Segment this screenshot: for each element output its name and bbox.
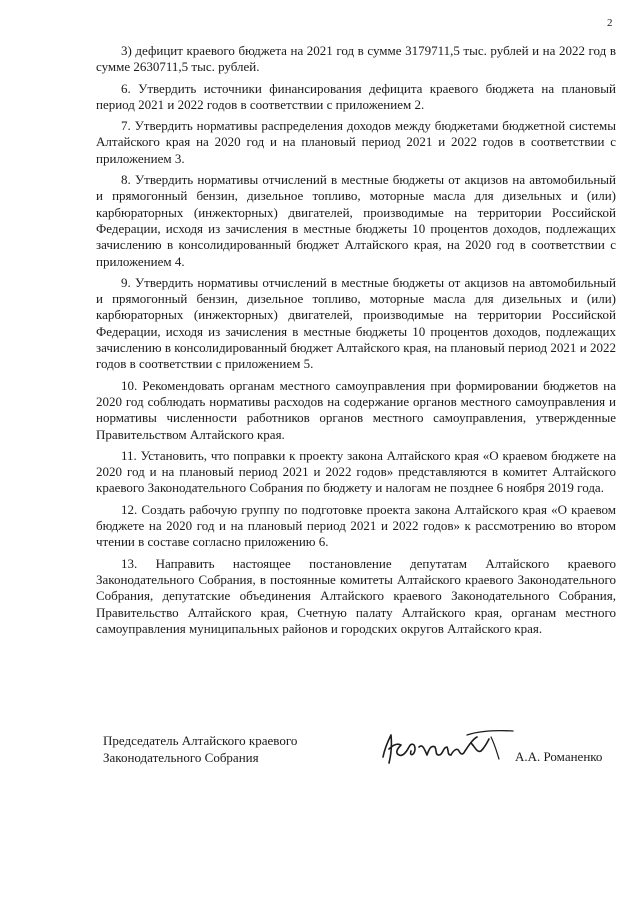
signatory-name: А.А. Романенко [515,749,603,764]
paragraph-13: 13. Направить настоящее постановление депутатам Алтайского краевого Законодательного Собрания, в постоянные комитеты Алтайского краевого Законодательного Собрания, депутатские объединения Алтайского краевого Законодательного Собрания, Правительство Алтайского края, Счетную палату Алтайского края, органам местного самоуправления муниципальных районов и городских округов Алтайского края. [96,555,616,636]
signature-block [103,733,618,783]
paragraph-7: 7. Утвердить нормативы распределения доходов между бюджетами бюджетной системы Алтайского края на 2020 год и на плановый период 2021 и 2022 годов в соответствии с приложением 3. [96,118,616,166]
paragraph-6: 6. Утвердить источники финансирования дефицита краевого бюджета на плановый период 2021 и 2022 годов в соответствии с приложением 2. [96,80,616,112]
paragraph-12: 12. Создать рабочую группу по подготовке проекта закона Алтайского края «О краевом бюджете на 2020 год и на плановый период 2021 и 2022 годов» к рассмотрению во втором чтении в составе согласно приложению 6. [96,501,616,550]
handwritten-signature [379,725,519,769]
paragraph-deficit: 3) дефицит краевого бюджета на 2021 год в сумме 3179711,5 тыс. рублей и на 2022 год в сумме 2630711,5 тыс. рублей. [96,43,616,75]
signatory-title [103,733,297,766]
paragraph-10: 10. Рекомендовать органам местного самоуправления при формировании бюджетов на 2020 год соблюдать нормативы расходов на содержание органов местного самоуправления и нормативы численности работников органов местного самоуправления, утвержденные Правительством Алтайского края. [96,377,616,442]
paragraph-11: 11. Установить, что поправки к проекту закона Алтайского края «О краевом бюджете на 2020 год и на плановый период 2021 и 2022 годов» представляются в комитет Алтайского краевого Законодательного Собрания по бюджету и налогам не позднее 6 ноября 2019 года. [96,447,616,496]
signatory-title-line-1: Председатель Алтайского краевого [103,733,298,748]
paragraph-8: 8. Утвердить нормативы отчислений в местные бюджеты от акцизов на автомобильный и прямогонный бензин, дизельное топливо, моторные масла для дизельных и (или) карбюраторных (инжекторных) двигателей, производимые на территории Российской Федерации, исходя из зачисления в местные бюджеты 10 процентов доходов, подлежащих зачислению в консолидированный бюджет Алтайского края, на 2020 год в соответствии с приложением 4. [96,172,616,269]
paragraph-9: 9. Утвердить нормативы отчислений в местные бюджеты от акцизов на автомобильный и прямогонный бензин, дизельное топливо, моторные масла для дизельных и (или) карбюраторных (инжекторных) двигателей, производимые на территории Российской Федерации, исходя из зачисления в местные бюджеты 10 процентов доходов, подлежащих зачислению в консолидированный бюджет Алтайского края, на плановый период 2021 и 2022 годов в соответствии с приложением 5. [96,274,616,372]
signatory-title-line-2: Законодательного Собрания [103,749,259,765]
page-number: 2 [607,17,613,29]
body-text [96,43,616,642]
